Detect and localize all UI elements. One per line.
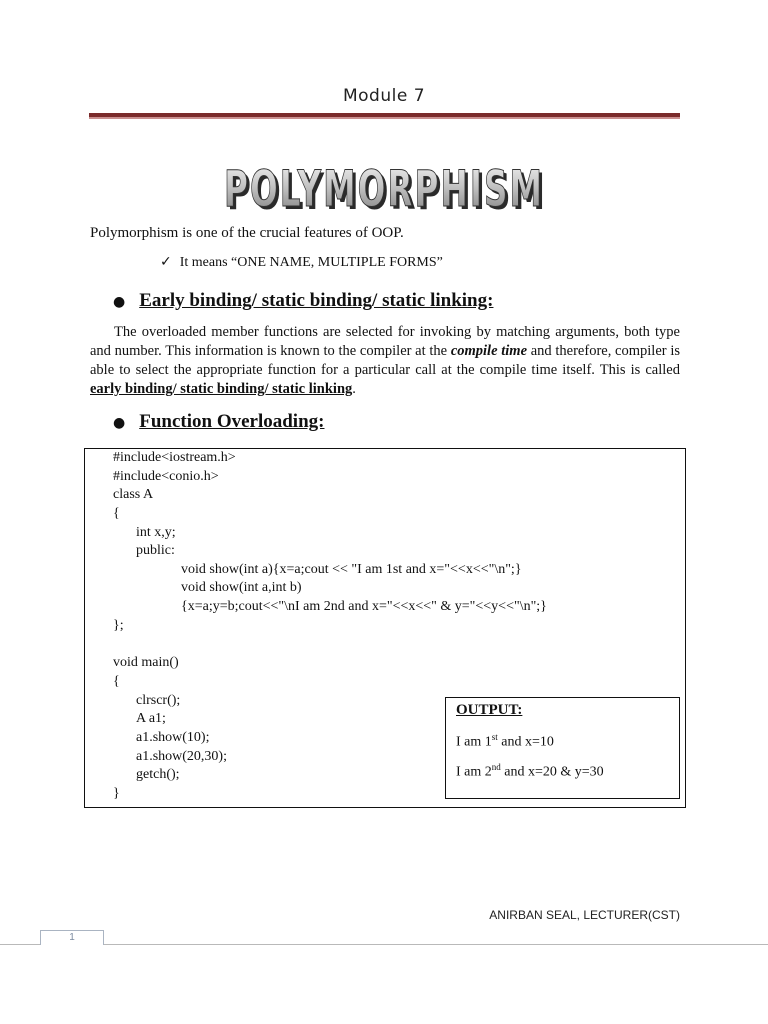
code-line: A a1; [136,711,166,726]
code-line: public: [136,543,175,558]
code-line: { [113,506,120,521]
output-title: OUTPUT: [456,702,523,718]
paragraph-emphasis: compile time [450,343,528,359]
code-line: clrscr(); [136,693,181,708]
code-line: getch(); [136,767,180,782]
code-line: { [113,674,120,689]
output-line-1 [456,732,554,751]
output-text: I am 2 [456,764,492,780]
output-text: and x=20 & y=30 [500,764,604,780]
output-superscript: nd [491,762,501,772]
paragraph-text: . [352,381,356,397]
paragraph-text: The overloaded member functions are selected for invoking by matching arguments, both type and number. This information is known to the compiler at the [90,324,680,359]
output-line-2 [456,762,604,781]
code-line: #include<conio.h> [113,469,219,484]
code-line: #include<iostream.h> [113,450,236,465]
code-line: }; [113,618,124,633]
code-line: a1.show(10); [136,730,210,745]
paragraph-text: and therefore, compiler is able to select the appropriate function for a particular call at the compile time itself. This is called [90,343,680,378]
output-text: and x=10 [497,734,554,750]
output-superscript: st [491,732,498,742]
section-heading-early-binding [113,290,493,312]
code-line: int x,y; [136,525,176,540]
output-text: I am 1 [456,734,492,750]
banner-text: POLYMORPHISM [224,160,544,216]
paragraph-term: early binding/ static binding/ static linking [90,381,353,397]
intro-text: Polymorphism is one of the crucial features of OOP. [90,225,404,241]
banner-shadow: POLYMORPHISM [227,163,547,216]
bullet-icon: ● [113,294,126,310]
checklist-item [160,254,443,271]
checkmark-icon: ✓ [160,254,172,270]
page-number: 1 [40,930,104,945]
code-line: void show(int a){x=a;cout << "I am 1st and x="<<x<<"\n";} [181,562,522,577]
code-line: } [113,786,120,801]
footer-author: ANIRBAN SEAL, LECTURER(CST) [489,908,680,922]
code-line: a1.show(20,30); [136,749,227,764]
section-heading-text: Function Overloading: [139,411,325,432]
code-line: class A [113,487,154,502]
early-binding-paragraph [90,323,680,399]
output-box [445,697,680,799]
section-heading-function-overloading [113,411,324,433]
code-line: {x=a;y=b;cout<<"\nI am 2nd and x="<<x<<" & y="<<y<<"\n";} [181,599,547,614]
code-line: void main() [113,655,179,670]
footer-rule [0,944,768,945]
module-title: Module 7 [342,86,426,106]
polymorphism-banner [220,158,550,216]
bullet-icon: ● [113,415,126,431]
header-rule [89,113,680,119]
checklist-item-text: It means “ONE NAME, MULTIPLE FORMS” [179,255,443,270]
section-heading-text: Early binding/ static binding/ static linking: [139,290,494,311]
code-line: void show(int a,int b) [181,580,302,595]
